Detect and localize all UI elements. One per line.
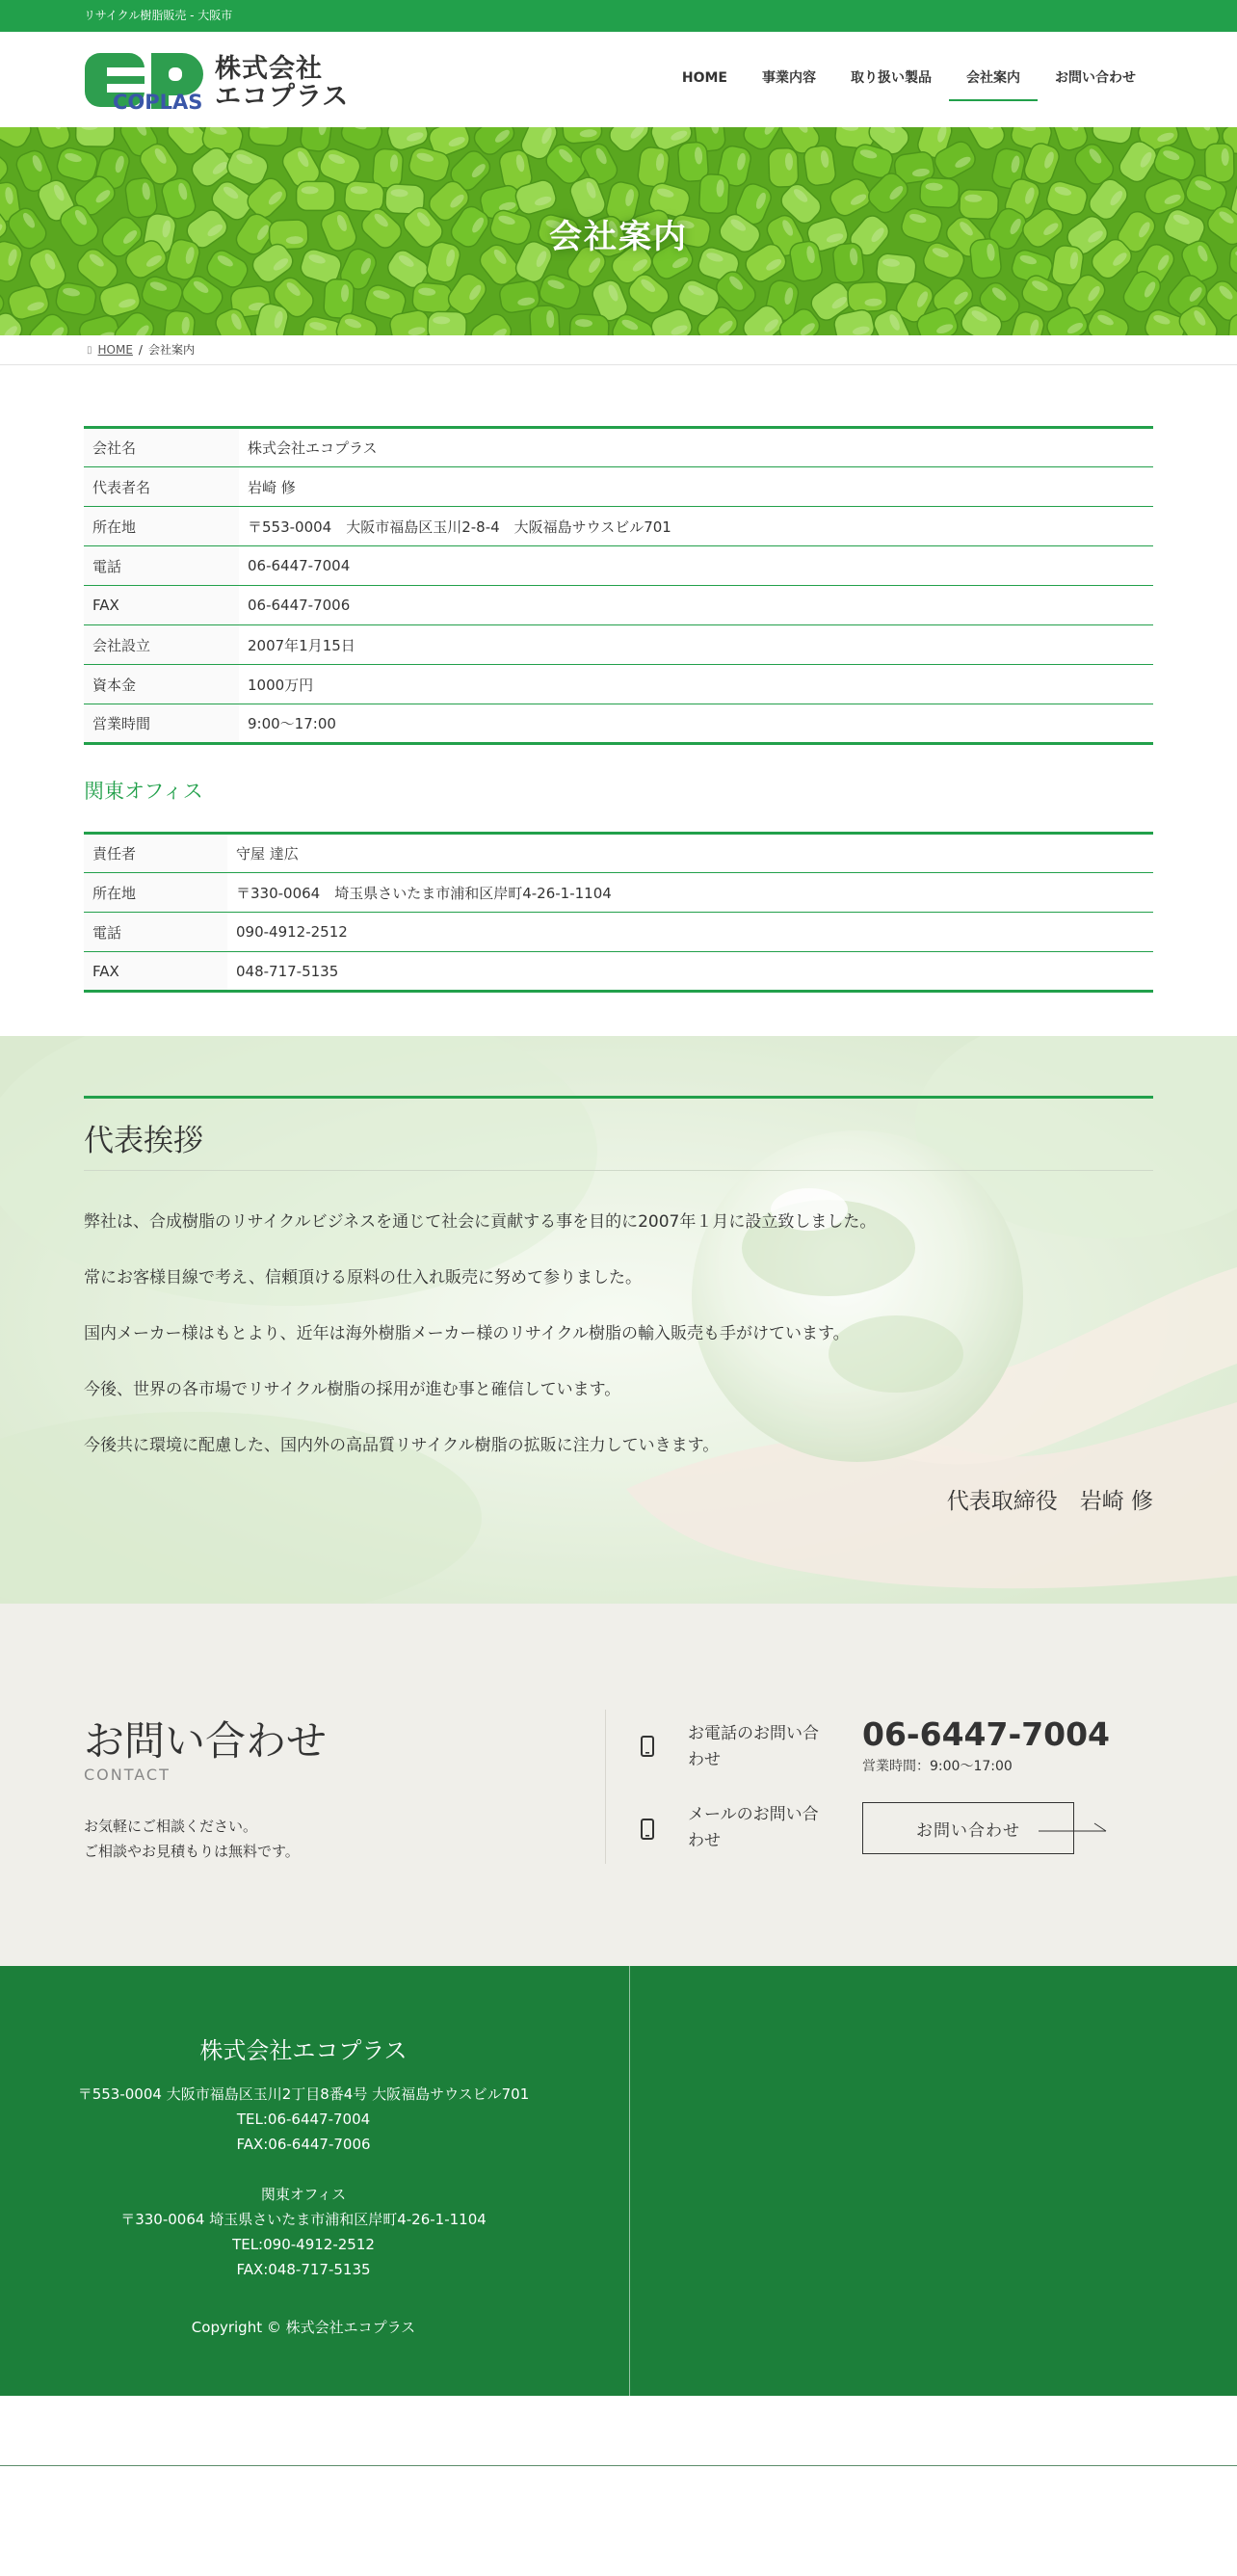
footer-line: TEL:06-6447-7004 (236, 2111, 371, 2128)
row-label: 電話 (84, 913, 227, 952)
phone-number[interactable]: 06-6447-7004 (862, 1715, 1111, 1753)
row-label: 所在地 (84, 873, 227, 913)
contact-intro-line: お気軽にご相談ください。 (84, 1818, 258, 1835)
phone-icon (638, 1735, 657, 1758)
row-value: 岩崎 修 (239, 467, 1153, 507)
row-label: 責任者 (84, 834, 227, 873)
mail-contact-label: メールのお問い合わせ (688, 1805, 819, 1850)
logo-text-line2: エコプラス (215, 82, 350, 112)
contact-subheading: CONTACT (84, 1766, 171, 1784)
mobile-icon (638, 1818, 657, 1841)
row-value: 048-717-5135 (227, 952, 1153, 992)
arrow-right-icon (1039, 1821, 1108, 1835)
heading-underline (84, 1170, 1153, 1171)
row-label: 電話 (84, 546, 239, 586)
row-value: 〒553-0004 大阪市福島区玉川2-8-4 大阪福島サウスビル701 (239, 507, 1153, 546)
row-value: 090-4912-2512 (227, 913, 1153, 952)
row-label: 所在地 (84, 507, 239, 546)
footer-divider (629, 1966, 630, 2396)
section-rule (84, 1096, 1153, 1099)
row-label: 資本金 (84, 665, 239, 704)
table-row (84, 665, 1153, 704)
table-row (84, 834, 1153, 873)
table-row (84, 873, 1153, 913)
logo-text-line1: 株式会社 (215, 54, 323, 84)
footer-line: FAX:06-6447-7006 (236, 2136, 371, 2153)
breadcrumb (0, 335, 1237, 365)
footer-copyright: Copyright © 株式会社エコプラス (191, 2319, 416, 2336)
message-body (84, 1208, 876, 1487)
message-heading: 代表挨拶 (84, 1124, 203, 1158)
site-header (0, 32, 1237, 127)
footer-line: FAX:048-717-5135 (236, 2261, 371, 2278)
contact-intro-line: ご相談やお見積もりは無料です。 (84, 1843, 300, 1860)
row-value: 守屋 達広 (227, 834, 1153, 873)
footer-address-block (0, 2082, 607, 2282)
phone-contact-label: お電話のお問い合わせ (688, 1724, 819, 1769)
logo-text (215, 55, 349, 111)
message-signature: 代表取締役 岩崎 修 (946, 1489, 1153, 1514)
table-row (84, 467, 1153, 507)
page-title: 会社案内 (549, 218, 688, 256)
table-row (84, 625, 1153, 665)
home-icon: ▯ (87, 344, 92, 356)
table-row (84, 704, 1153, 744)
main-nav (665, 65, 1153, 101)
contact-intro (84, 1814, 300, 1864)
table-row (84, 913, 1153, 952)
site-tagline: リサイクル樹脂販売 - 大阪市 (84, 9, 233, 22)
nav-home[interactable]: HOME (681, 70, 727, 86)
row-label: 代表者名 (84, 467, 239, 507)
footer-line: 〒553-0004 大阪市福島区玉川2丁目8番4号 大阪福島サウスビル701 (77, 2085, 530, 2103)
nav-products[interactable]: 取り扱い製品 (851, 70, 932, 86)
table-row (84, 428, 1153, 467)
footer-company-name: 株式会社エコプラス (199, 2037, 408, 2064)
nav-business[interactable]: 事業内容 (762, 70, 816, 86)
row-value: 株式会社エコプラス (239, 428, 1153, 467)
top-bar (0, 0, 1237, 32)
company-info-table (84, 426, 1153, 745)
table-row (84, 586, 1153, 625)
ceo-message-section (0, 1036, 1237, 1604)
row-value: 9:00〜17:00 (239, 704, 1153, 744)
logo-mark-sub: COPLAS (113, 91, 203, 111)
message-paragraph: 常にお客様目線で考え、信頼頂ける原料の仕入れ販売に努めて参りました。 (84, 1268, 643, 1288)
message-paragraph: 弊社は、合成樹脂のリサイクルビジネスを通じて社会に貢献する事を目的に2007年１月に設立致しました。 (84, 1212, 877, 1232)
site-logo[interactable] (84, 51, 363, 111)
row-label: FAX (84, 586, 239, 625)
nav-company[interactable]: 会社案内 (949, 65, 1038, 101)
message-paragraph: 今後、世界の各市場でリサイクル樹脂の採用が進む事と確信しています。 (84, 1380, 621, 1399)
row-label: 会社設立 (84, 625, 239, 665)
footer-line (0, 2157, 607, 2182)
breadcrumb-home-link[interactable]: HOME (97, 342, 133, 357)
table-row (84, 952, 1153, 992)
message-paragraph: 今後共に環境に配慮した、国内外の高品質リサイクル樹脂の拡販に注力していきます。 (84, 1436, 720, 1455)
breadcrumb-current: 会社案内 (147, 342, 195, 357)
contact-divider (605, 1710, 606, 1864)
row-label: FAX (84, 952, 227, 992)
table-row (84, 507, 1153, 546)
kanto-office-heading: 関東オフィス (84, 780, 203, 803)
row-label: 営業時間 (84, 704, 239, 744)
business-hours: 営業時間：9:00〜17:00 (862, 1759, 1013, 1774)
breadcrumb-separator: / (138, 342, 143, 357)
site-footer (0, 1966, 1237, 2396)
table-row (84, 546, 1153, 586)
message-paragraph: 国内メーカー様はもとより、近年は海外樹脂メーカー様のリサイクル樹脂の輸入販売も手がけています。 (84, 1324, 850, 1343)
logo-mark-icon (84, 51, 214, 111)
row-value: 2007年1月15日 (239, 625, 1153, 665)
page-bottom-rule (0, 2465, 1237, 2466)
nav-contact[interactable]: お問い合わせ (1055, 70, 1136, 86)
kanto-office-table (84, 832, 1153, 993)
row-value: 〒330-0064 埼玉県さいたま市浦和区岸町4-26-1-1104 (227, 873, 1153, 913)
footer-line: 〒330-0064 埼玉県さいたま市浦和区岸町4-26-1-1104 (120, 2211, 487, 2228)
row-value: 06-6447-7006 (239, 586, 1153, 625)
contact-section (0, 1604, 1237, 1966)
contact-heading: お問い合わせ (84, 1717, 328, 1765)
row-value: 1000万円 (239, 665, 1153, 704)
row-label: 会社名 (84, 428, 239, 467)
footer-line: TEL:090-4912-2512 (232, 2236, 375, 2253)
page-hero (0, 127, 1237, 335)
contact-button[interactable]: お問い合わせ (862, 1802, 1074, 1854)
row-value: 06-6447-7004 (239, 546, 1153, 586)
footer-line: 関東オフィス (260, 2186, 347, 2203)
